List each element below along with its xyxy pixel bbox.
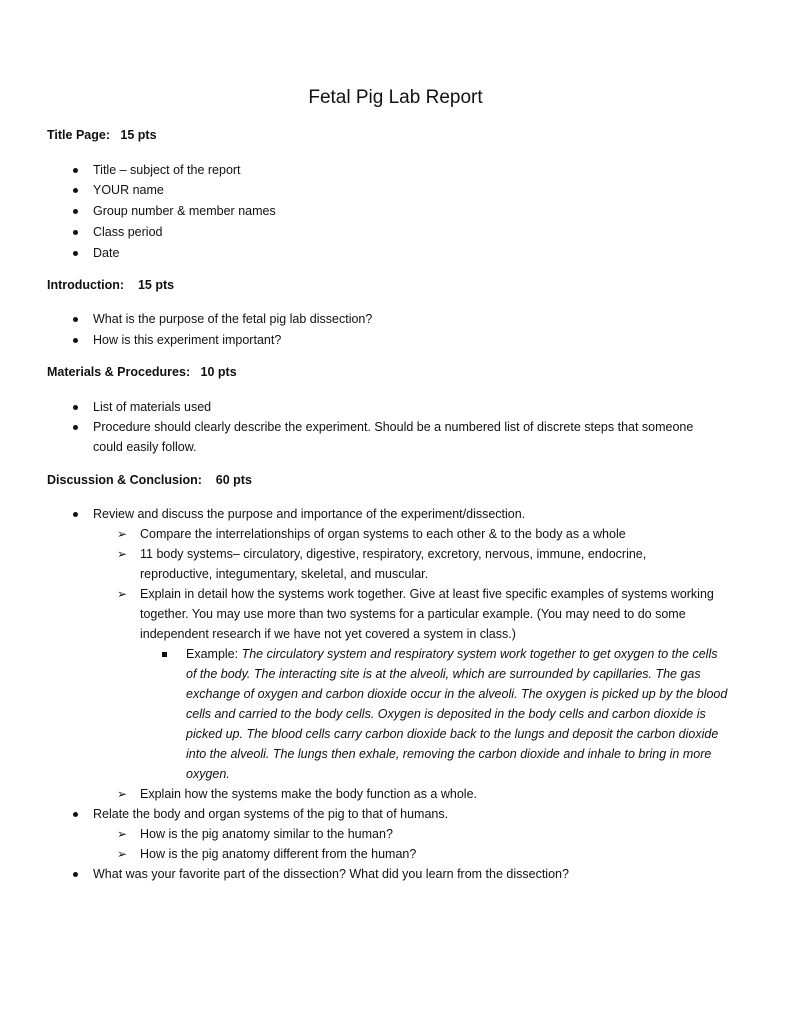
bullet-dot-icon [73, 222, 79, 242]
section-heading-discussion: Discussion & Conclusion: 60 pts [47, 473, 252, 487]
example-text: The circulatory system and respiratory system work together to get oxygen to the cells [241, 647, 718, 661]
arrow-bullet-icon: ➢ [117, 527, 128, 541]
bullet-dot-icon [73, 309, 79, 329]
arrow-bullet-icon: ➢ [117, 847, 128, 861]
sub-list-item: Explain in detail how the systems work together. Give at least five specific examples of systems working [140, 587, 714, 601]
square-bullet-icon [162, 644, 168, 664]
bullet-dot-icon [73, 201, 79, 221]
sub-list-item-continuation: independent research if we have not yet covered a system in class.) [140, 627, 516, 641]
bullet-dot-icon [73, 180, 79, 200]
sub-list-item: How is the pig anatomy similar to the human? [140, 827, 393, 841]
example-line [186, 644, 718, 664]
arrow-bullet-icon: ➢ [117, 547, 128, 561]
bullet-dot-icon [73, 243, 79, 263]
list-item: List of materials used [93, 400, 212, 414]
list-item: Group number & member names [93, 204, 276, 218]
bullet-dot-icon [73, 804, 79, 824]
list-item: Title – subject of the report [93, 163, 241, 177]
sub-list-item: 11 body systems– circulatory, digestive, respiratory, excretory, nervous, immune, endocrine, [140, 547, 647, 561]
bullet-dot-icon [73, 504, 79, 524]
example-line: picked up. The blood cells carry carbon dioxide back to the lungs and deposit the carbon dioxide [186, 727, 719, 741]
sub-list-item: Explain how the systems make the body function as a whole. [140, 787, 477, 801]
list-item: What was your favorite part of the dissection? What did you learn from the dissection? [93, 867, 569, 881]
list-item: Review and discuss the purpose and importance of the experiment/dissection. [93, 507, 526, 521]
arrow-bullet-icon: ➢ [117, 827, 128, 841]
example-line: into the alveoli. The lungs then exhale, removing the carbon dioxide and inhale to bring in more [186, 747, 712, 761]
bullet-dot-icon [73, 864, 79, 884]
list-item: What is the purpose of the fetal pig lab dissection? [93, 312, 373, 326]
sub-list-item-continuation: reproductive, integumentary, skeletal, and muscular. [140, 567, 429, 581]
page-title: Fetal Pig Lab Report [308, 87, 483, 108]
section-heading-introduction: Introduction: 15 pts [47, 278, 175, 292]
list-item: Class period [93, 225, 163, 239]
list-item: How is this experiment important? [93, 333, 282, 347]
list-item-continuation: could easily follow. [93, 440, 197, 454]
sub-list-item-continuation: together. You may use more than two systems for a particular example. (You may need to do some [140, 607, 686, 621]
bullet-dot-icon [73, 397, 79, 417]
bullet-dot-icon [73, 417, 79, 437]
arrow-bullet-icon: ➢ [117, 587, 128, 601]
example-line: cells and carried to the body cells. Oxygen is deposited in the body cells and carbon dioxide is [186, 707, 706, 721]
example-line: oxygen. [186, 767, 230, 781]
list-item: Procedure should clearly describe the experiment. Should be a numbered list of discrete steps that someone [93, 420, 694, 434]
sub-list-item: How is the pig anatomy different from the human? [140, 847, 417, 861]
section-heading-materials: Materials & Procedures: 10 pts [47, 365, 237, 379]
list-item: YOUR name [93, 183, 164, 197]
example-line: of the body. The interacting site is at the alveoli, which are surrounded by capillaries. The gas [186, 667, 701, 681]
section-heading-title-page: Title Page: 15 pts [47, 128, 157, 142]
list-item: Date [93, 246, 120, 260]
bullet-dot-icon [73, 160, 79, 180]
bullet-dot-icon [73, 330, 79, 350]
arrow-bullet-icon: ➢ [117, 787, 128, 801]
list-item: Relate the body and organ systems of the pig to that of humans. [93, 807, 449, 821]
sub-list-item: Compare the interrelationships of organ systems to each other & to the body as a whole [140, 527, 626, 541]
example-line: exchange of oxygen and carbon dioxide occur in the alveoli. The oxygen is picked up by the blood [186, 687, 728, 701]
example-label: Example: [186, 647, 242, 661]
